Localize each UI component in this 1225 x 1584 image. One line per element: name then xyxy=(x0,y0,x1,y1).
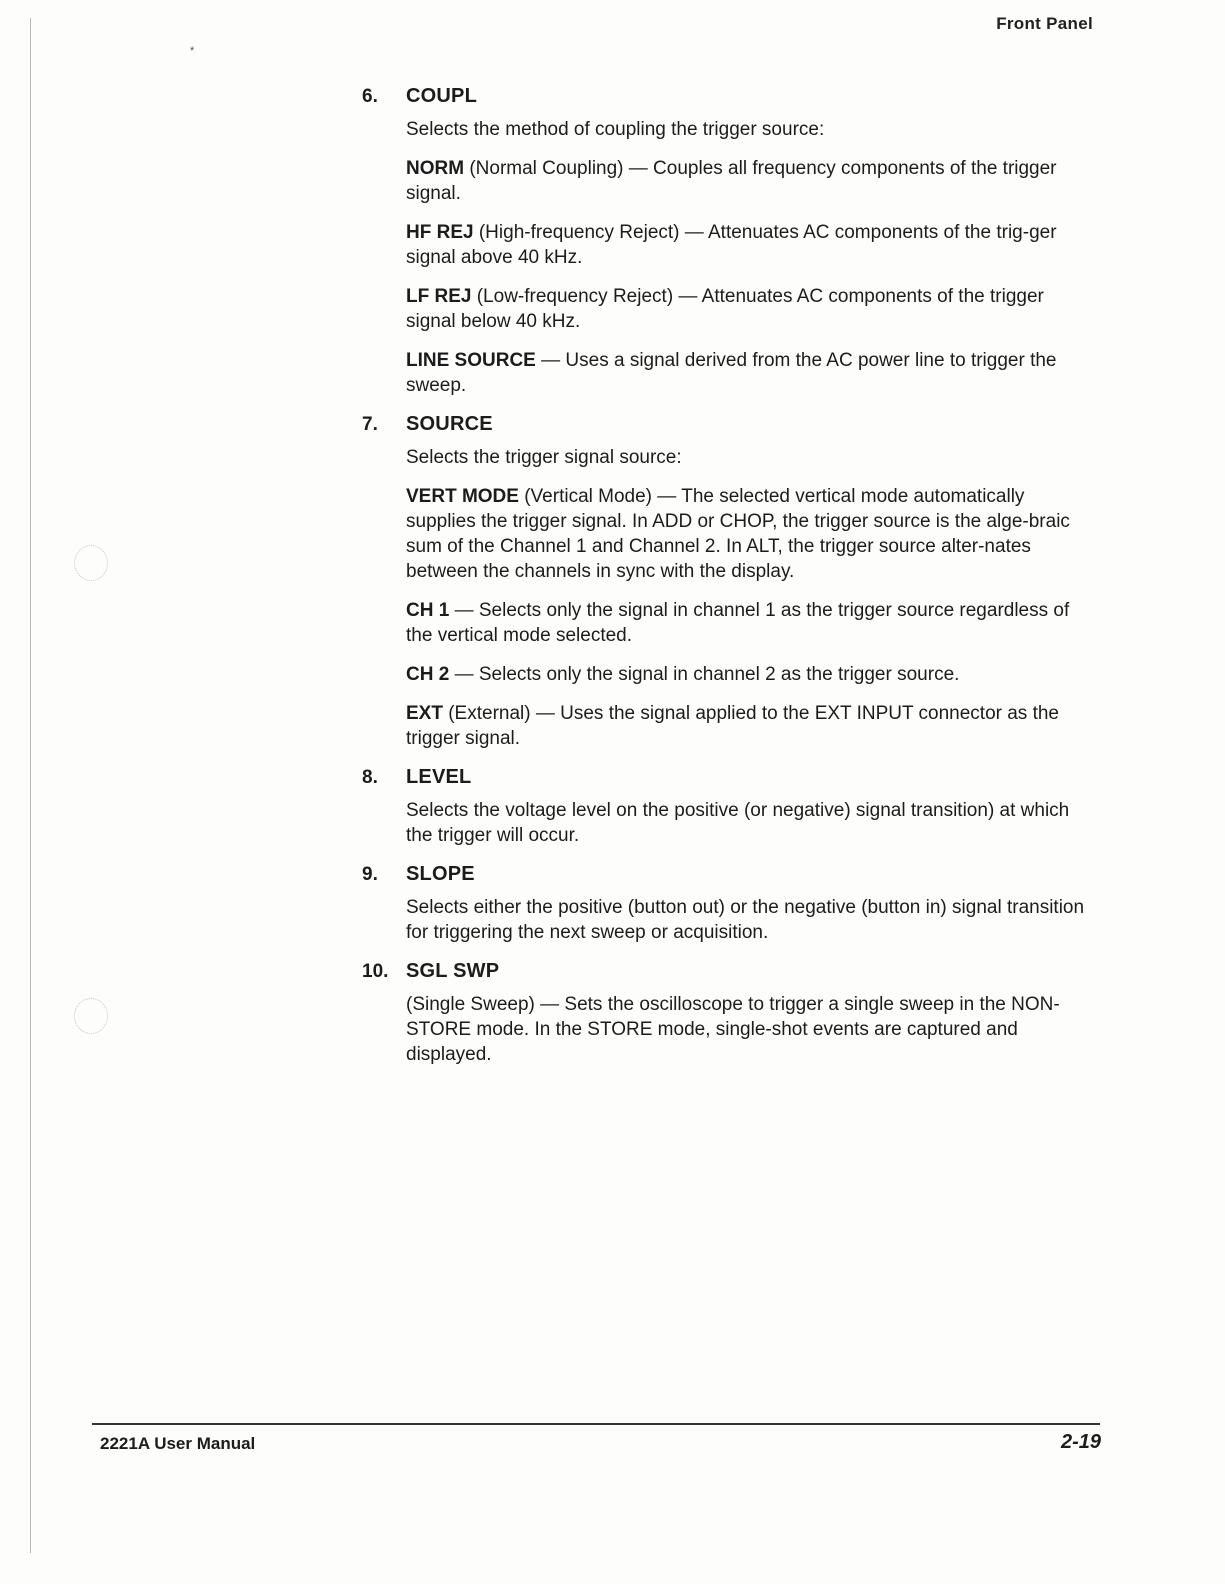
item-title: LEVEL xyxy=(406,766,472,788)
entry-ch2 xyxy=(406,662,1092,687)
entry-text: — Selects only the signal in channel 1 as the trigger source regardless of the vertical mode selected. xyxy=(406,600,1070,646)
entry-term: LINE SOURCE xyxy=(406,350,536,371)
item-slope xyxy=(362,862,1092,945)
item-title: SLOPE xyxy=(406,863,475,885)
entry-norm xyxy=(406,156,1092,206)
item-title: SOURCE xyxy=(406,413,493,435)
footer-manual-title: 2221A User Manual xyxy=(100,1434,256,1453)
item-intro: Selects the voltage level on the positive (or negative) signal transition) at which the trigger will occur. xyxy=(406,800,1070,846)
item-number: 8. xyxy=(362,767,378,788)
item-number: 7. xyxy=(362,414,378,435)
footer-rule xyxy=(92,1423,1100,1425)
binding-edge-line xyxy=(30,18,31,1553)
entry-text: (External) — Uses the signal applied to the EXT INPUT connector as the trigger signal. xyxy=(406,703,1059,749)
punch-hole-mark xyxy=(74,998,108,1034)
page-content xyxy=(362,84,1092,1081)
entry-lf-rej xyxy=(406,284,1092,334)
item-title: COUPL xyxy=(406,85,477,107)
item-number: 6. xyxy=(362,86,378,107)
item-intro: Selects the trigger signal source: xyxy=(406,447,682,468)
section-header: Front Panel xyxy=(996,14,1093,33)
item-number: 9. xyxy=(362,864,378,885)
entry-ext xyxy=(406,701,1092,751)
entry-text: — Uses a signal derived from the AC power line to trigger the sweep. xyxy=(406,350,1057,396)
entry-term: NORM xyxy=(406,158,465,179)
entry-text: (High-frequency Reject) — Attenuates AC components of the trig-ger signal above 40 kHz. xyxy=(406,222,1057,268)
item-intro: Selects either the positive (button out) or the negative (button in) signal transition for triggering the next sweep or acquisition. xyxy=(406,897,1085,943)
entry-text: (Normal Coupling) — Couples all frequency components of the trigger signal. xyxy=(406,158,1057,204)
entry-text: (Vertical Mode) — The selected vertical mode automatically supplies the trigger signal. In ADD or CHOP, the trigger source is the alge-braic sum of the Channel 1 and Channel 2. In ALT, the trigger source alter-nates between the channels in sync with the display. xyxy=(406,486,1070,582)
entry-hf-rej xyxy=(406,220,1092,270)
page-number: 2-19 xyxy=(1060,1431,1101,1453)
scan-speck: * xyxy=(190,45,195,57)
entry-ch1 xyxy=(406,598,1092,648)
entry-term: VERT MODE xyxy=(406,486,519,507)
entry-term: LF REJ xyxy=(406,286,472,307)
entry-term: EXT xyxy=(406,703,443,724)
entry-term: CH 2 xyxy=(406,664,450,685)
entry-vert-mode xyxy=(406,484,1092,584)
item-number: 10. xyxy=(362,961,389,982)
entry-text: (Low-frequency Reject) — Attenuates AC components of the trigger signal below 40 kHz. xyxy=(406,286,1044,332)
entry-line-source xyxy=(406,348,1092,398)
item-level xyxy=(362,765,1092,848)
entry-term: HF REJ xyxy=(406,222,474,243)
item-coupl xyxy=(362,84,1092,398)
entry-text: — Selects only the signal in channel 2 as the trigger source. xyxy=(449,664,960,685)
item-intro: (Single Sweep) — Sets the oscilloscope to trigger a single sweep in the NON-STORE mode. In the STORE mode, single-shot events are captured and displayed. xyxy=(406,994,1060,1065)
item-intro: Selects the method of coupling the trigger source: xyxy=(406,119,825,140)
item-sgl-swp xyxy=(362,959,1092,1067)
entry-term: CH 1 xyxy=(406,600,450,621)
punch-hole-mark xyxy=(74,545,108,581)
item-source xyxy=(362,412,1092,751)
item-title: SGL SWP xyxy=(406,960,500,982)
